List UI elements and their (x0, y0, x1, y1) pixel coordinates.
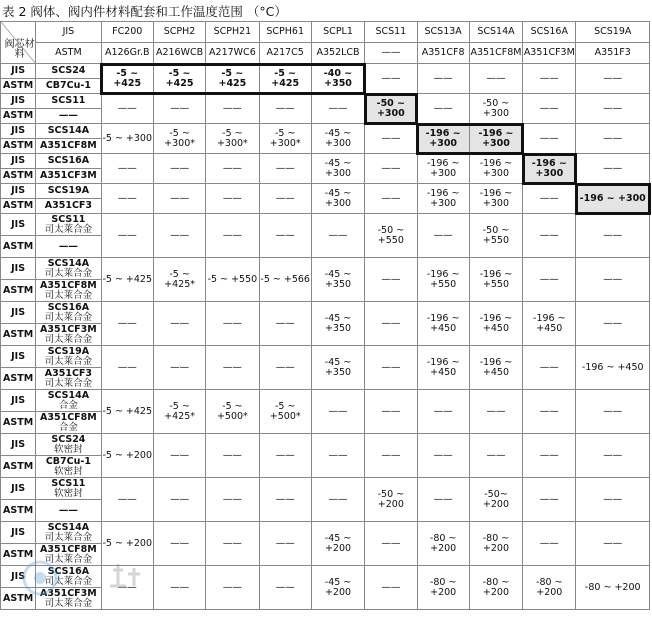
temperature-range-cell: —— (523, 64, 576, 94)
material-code: SCS14A (47, 521, 90, 533)
temperature-range-cell: —— (417, 390, 469, 434)
material-code: A351CF8M (40, 411, 97, 423)
material-code: A351CF8M (40, 279, 97, 291)
column-header-astm: A352LCB (311, 43, 364, 64)
std-label-jis: JIS (1, 434, 36, 456)
temperature-range-cell: -5 ~ +300* (153, 124, 205, 154)
material-note: 司太莱合金 (44, 531, 93, 543)
temperature-range-cell: —— (259, 214, 311, 258)
material-temperature-table (0, 21, 650, 610)
trim-astm-material (36, 324, 101, 346)
std-label-astm: ASTM (1, 368, 36, 390)
temperature-range-cell: -50 ~ +550 (469, 214, 522, 258)
temperature-range-cell: —— (365, 434, 417, 478)
temperature-range-cell: -5 ~ +425 (259, 64, 311, 94)
material-note: 司太莱合金 (44, 553, 93, 565)
temperature-range-cell: —— (259, 154, 311, 184)
material-code: —— (58, 504, 78, 516)
temperature-range-cell: -196 ~ +300 (469, 184, 522, 214)
std-label-jis: JIS (1, 214, 36, 236)
column-header-astm: A351CF8M (469, 43, 522, 64)
temperature-range-cell: —— (365, 64, 417, 94)
trim-astm-material (36, 79, 101, 94)
temperature-range-cell: —— (469, 390, 522, 434)
std-label-jis: JIS (1, 478, 36, 500)
temperature-range-cell: —— (101, 566, 153, 610)
std-label-jis: JIS (1, 390, 36, 412)
material-note: 软密封 (54, 443, 83, 455)
temperature-range-cell: -50 ~ +550 (365, 214, 417, 258)
temperature-range-cell: —— (206, 154, 259, 184)
temperature-range-cell: -80 ~ +200 (576, 566, 650, 610)
temperature-range-cell: —— (469, 64, 522, 94)
std-label-jis: JIS (1, 94, 36, 109)
temperature-range-cell: —— (523, 478, 576, 522)
column-header-jis: SCS14A (469, 22, 522, 43)
trim-astm-material (36, 412, 101, 434)
temperature-range-cell: -5 ~ +566 (259, 258, 311, 302)
material-note: 司太莱合金 (44, 223, 93, 235)
material-code: SCS16A (47, 301, 90, 313)
temperature-range-cell: —— (311, 390, 364, 434)
temperature-range-cell: -5 ~ +550 (206, 258, 259, 302)
column-header-astm: —— (365, 43, 417, 64)
trim-jis-material (36, 346, 101, 368)
temperature-range-cell: —— (101, 94, 153, 124)
column-header-jis: SCS16A (523, 22, 576, 43)
temperature-range-cell: -196 ~ +300 (523, 154, 576, 184)
material-code: A351CF3M (40, 587, 97, 599)
std-label-astm: ASTM (1, 544, 36, 566)
std-label-astm: ASTM (1, 169, 36, 184)
trim-jis-material (36, 94, 101, 109)
material-code: A351CF3 (44, 200, 93, 211)
temperature-range-cell: -196 ~ +550 (469, 258, 522, 302)
material-code: SCS14A (47, 125, 90, 136)
column-header-jis: SCS13A (417, 22, 469, 43)
temperature-range-cell: —— (153, 566, 205, 610)
material-note: 司太莱合金 (44, 289, 93, 301)
material-code: —— (58, 110, 78, 121)
trim-jis-material (36, 184, 101, 199)
temperature-range-cell: -50 ~ +200 (365, 478, 417, 522)
temperature-range-cell: -196 ~ +450 (576, 346, 650, 390)
temperature-range-cell: -5 ~ +300 (101, 124, 153, 154)
std-label-jis: JIS (1, 154, 36, 169)
std-label-astm: ASTM (1, 139, 36, 154)
temperature-range-cell: -5 ~ +200 (101, 522, 153, 566)
temperature-range-cell: -5 ~ +300* (206, 124, 259, 154)
material-code: A351CF3 (44, 367, 93, 379)
temperature-range-cell: -80 ~ +200 (417, 566, 469, 610)
column-header-jis: SCS19A (576, 22, 650, 43)
std-label-astm: ASTM (1, 79, 36, 94)
material-code: A351CF8M (40, 140, 97, 151)
material-code: CB7Cu-1 (45, 80, 91, 91)
column-header-jis: SCPH21 (206, 22, 259, 43)
temperature-range-cell: -80 ~ +200 (417, 522, 469, 566)
temperature-range-cell: —— (417, 478, 469, 522)
temperature-range-cell: —— (523, 214, 576, 258)
temperature-range-cell: —— (206, 184, 259, 214)
temperature-range-cell: -45 ~ +350 (311, 258, 364, 302)
temperature-range-cell: —— (206, 214, 259, 258)
temperature-range-cell: —— (365, 302, 417, 346)
temperature-range-cell: —— (417, 214, 469, 258)
temperature-range-cell: -40 ~ +350 (311, 64, 364, 94)
temperature-range-cell: -5 ~ +300* (259, 124, 311, 154)
material-note: 司太莱合金 (44, 377, 93, 389)
material-code: SCS19A (47, 345, 90, 357)
temperature-range-cell: -196 ~ +300 (576, 184, 650, 214)
material-code: —— (58, 240, 78, 252)
std-label-astm: ASTM (1, 109, 36, 124)
temperature-range-cell: —— (365, 154, 417, 184)
material-code: SCS14A (47, 389, 90, 401)
temperature-range-cell: —— (153, 346, 205, 390)
trim-jis-material (36, 302, 101, 324)
temperature-range-cell: —— (153, 478, 205, 522)
material-code: SCS24 (51, 433, 86, 445)
material-code: CB7Cu-1 (45, 455, 91, 467)
temperature-range-cell: -5 ~ +425* (153, 390, 205, 434)
material-note: 司太莱合金 (44, 597, 93, 609)
temperature-range-cell: —— (576, 390, 650, 434)
material-code: A351CF3M (40, 323, 97, 335)
material-code: SCS11 (51, 477, 86, 489)
std-header-astm: ASTM (36, 43, 101, 64)
std-label-astm: ASTM (1, 456, 36, 478)
temperature-range-cell: -5 ~ +500* (206, 390, 259, 434)
trim-jis-material (36, 434, 101, 456)
trim-jis-material (36, 522, 101, 544)
temperature-range-cell: —— (576, 124, 650, 154)
temperature-range-cell: —— (365, 124, 417, 154)
temperature-range-cell: —— (576, 522, 650, 566)
temperature-range-cell: —— (365, 184, 417, 214)
temperature-range-cell: —— (206, 346, 259, 390)
trim-jis-material (36, 64, 101, 79)
temperature-range-cell: —— (576, 302, 650, 346)
material-code: A351CF8M (40, 543, 97, 555)
temperature-range-cell: —— (523, 434, 576, 478)
temperature-range-cell: —— (259, 346, 311, 390)
trim-jis-material (36, 214, 101, 236)
trim-astm-material (36, 280, 101, 302)
std-label-jis: JIS (1, 566, 36, 588)
temperature-range-cell: -5 ~ +200 (101, 434, 153, 478)
material-code: SCS16A (47, 565, 90, 577)
temperature-range-cell: —— (101, 346, 153, 390)
temperature-range-cell: -196 ~ +450 (469, 302, 522, 346)
temperature-range-cell: —— (469, 434, 522, 478)
temperature-range-cell: —— (206, 94, 259, 124)
temperature-range-cell: -196 ~ +300 (417, 184, 469, 214)
temperature-range-cell: -196 ~ +300 (469, 154, 522, 184)
temperature-range-cell: —— (576, 214, 650, 258)
temperature-range-cell: -196 ~ +300 (417, 124, 469, 154)
temperature-range-cell: —— (259, 184, 311, 214)
temperature-range-cell: —— (101, 184, 153, 214)
column-header-astm: A217WC6 (206, 43, 259, 64)
temperature-range-cell: —— (259, 302, 311, 346)
material-note: 合金 (58, 421, 78, 433)
column-header-astm: A351CF3M (523, 43, 576, 64)
temperature-range-cell: —— (153, 302, 205, 346)
temperature-range-cell: -196 ~ +300 (417, 154, 469, 184)
material-note: 合金 (58, 399, 78, 411)
trim-astm-material (36, 169, 101, 184)
trim-jis-material (36, 258, 101, 280)
column-header-astm: A217C5 (259, 43, 311, 64)
temperature-range-cell: —— (153, 184, 205, 214)
temperature-range-cell: -45 ~ +350 (311, 346, 364, 390)
trim-astm-material (36, 236, 101, 258)
material-code: SCS24 (51, 65, 86, 76)
temperature-range-cell: —— (153, 522, 205, 566)
temperature-range-cell: -196 ~ +450 (417, 302, 469, 346)
temperature-range-cell: -5 ~ +425 (101, 390, 153, 434)
temperature-range-cell: —— (311, 214, 364, 258)
column-header-astm: A351F3 (576, 43, 650, 64)
corner-trim-label: 阀芯材料 (4, 39, 35, 60)
temperature-range-cell: —— (153, 94, 205, 124)
temperature-range-cell: -45 ~ +350 (311, 302, 364, 346)
temperature-range-cell: —— (523, 124, 576, 154)
column-header-jis: SCPL1 (311, 22, 364, 43)
temperature-range-cell: -80 ~ +200 (469, 522, 522, 566)
material-code: SCS11 (51, 213, 86, 225)
std-label-jis: JIS (1, 124, 36, 139)
temperature-range-cell: -5 ~ +500* (259, 390, 311, 434)
temperature-range-cell: -50 ~ +300 (469, 94, 522, 124)
temperature-range-cell: -5 ~ +425 (206, 64, 259, 94)
trim-astm-material (36, 139, 101, 154)
temperature-range-cell: -5 ~ +425 (101, 64, 153, 94)
temperature-range-cell: -45 ~ +300 (311, 154, 364, 184)
temperature-range-cell: —— (153, 214, 205, 258)
temperature-range-cell: —— (101, 214, 153, 258)
std-label-jis: JIS (1, 346, 36, 368)
temperature-range-cell: -5 ~ +425 (101, 258, 153, 302)
temperature-range-cell: -196 ~ +450 (469, 346, 522, 390)
temperature-range-cell: —— (576, 154, 650, 184)
temperature-range-cell: —— (523, 522, 576, 566)
material-code: SCS14A (47, 257, 90, 269)
temperature-range-cell: —— (153, 154, 205, 184)
temperature-range-cell: -45 ~ +300 (311, 124, 364, 154)
temperature-range-cell: —— (576, 434, 650, 478)
temperature-range-cell: —— (576, 64, 650, 94)
column-header-jis: SCPH2 (153, 22, 205, 43)
temperature-range-cell: -80 ~ +200 (469, 566, 522, 610)
temperature-range-cell: —— (523, 390, 576, 434)
temperature-range-cell: —— (417, 434, 469, 478)
temperature-range-cell: —— (576, 478, 650, 522)
column-header-astm: A351CF8 (417, 43, 469, 64)
trim-astm-material (36, 368, 101, 390)
temperature-range-cell: —— (311, 94, 364, 124)
temperature-range-cell: —— (523, 346, 576, 390)
column-header-jis: SCPH61 (259, 22, 311, 43)
temperature-range-cell: -196 ~ +450 (523, 302, 576, 346)
trim-astm-material (36, 456, 101, 478)
temperature-range-cell: —— (101, 302, 153, 346)
material-code: SCS16A (47, 155, 90, 166)
material-note: 司太莱合金 (44, 333, 93, 345)
trim-astm-material (36, 109, 101, 124)
temperature-range-cell: -80 ~ +200 (523, 566, 576, 610)
std-label-astm: ASTM (1, 412, 36, 434)
material-note: 司太莱合金 (44, 311, 93, 323)
std-label-astm: ASTM (1, 588, 36, 610)
temperature-range-cell: —— (206, 478, 259, 522)
std-label-astm: ASTM (1, 236, 36, 258)
temperature-range-cell: —— (206, 434, 259, 478)
temperature-range-cell: —— (365, 566, 417, 610)
temperature-range-cell: —— (417, 64, 469, 94)
temperature-range-cell: —— (365, 390, 417, 434)
material-note: 软密封 (54, 487, 83, 499)
column-header-astm: A126Gr.B (101, 43, 153, 64)
material-note: 司太莱合金 (44, 355, 93, 367)
temperature-range-cell: -196 ~ +300 (469, 124, 522, 154)
std-label-astm: ASTM (1, 199, 36, 214)
std-label-jis: JIS (1, 302, 36, 324)
temperature-range-cell: —— (206, 302, 259, 346)
temperature-range-cell: -5 ~ +425* (153, 258, 205, 302)
temperature-range-cell: —— (101, 478, 153, 522)
temperature-range-cell: —— (206, 566, 259, 610)
temperature-range-cell: —— (523, 258, 576, 302)
std-label-jis: JIS (1, 64, 36, 79)
temperature-range-cell: —— (417, 94, 469, 124)
trim-jis-material (36, 390, 101, 412)
material-note: 司太莱合金 (44, 267, 93, 279)
std-label-astm: ASTM (1, 500, 36, 522)
temperature-range-cell: —— (311, 434, 364, 478)
temperature-range-cell: -50 ~ +300 (365, 94, 417, 124)
column-header-jis: SCS11 (365, 22, 417, 43)
material-code: SCS11 (51, 95, 86, 106)
material-note: 软密封 (54, 465, 83, 477)
std-header-jis: JIS (36, 22, 101, 43)
temperature-range-cell: -45 ~ +200 (311, 566, 364, 610)
temperature-range-cell: —— (259, 94, 311, 124)
column-header-astm: A216WCB (153, 43, 205, 64)
temperature-range-cell: -50~ +200 (469, 478, 522, 522)
temperature-range-cell: —— (259, 434, 311, 478)
temperature-range-cell: —— (259, 566, 311, 610)
material-code: SCS19A (47, 185, 90, 196)
std-label-astm: ASTM (1, 324, 36, 346)
temperature-range-cell: -196 ~ +550 (417, 258, 469, 302)
temperature-range-cell: —— (365, 346, 417, 390)
material-code: A351CF3M (40, 170, 97, 181)
trim-jis-material (36, 124, 101, 139)
temperature-range-cell: -45 ~ +200 (311, 522, 364, 566)
std-label-jis: JIS (1, 184, 36, 199)
temperature-range-cell: -196 ~ +450 (417, 346, 469, 390)
trim-astm-material (36, 500, 101, 522)
temperature-range-cell: —— (206, 522, 259, 566)
trim-jis-material (36, 478, 101, 500)
watermark-logo (18, 552, 158, 612)
temperature-range-cell: -45 ~ +300 (311, 184, 364, 214)
std-label-astm: ASTM (1, 280, 36, 302)
temperature-range-cell: —— (311, 478, 364, 522)
table-title: 表 2 阀体、阀内件材料配套和工作温度范围 （°C） (2, 4, 287, 19)
corner-header (1, 22, 36, 64)
temperature-range-cell: -5 ~ +425 (153, 64, 205, 94)
temperature-range-cell: —— (365, 258, 417, 302)
temperature-range-cell: —— (576, 258, 650, 302)
temperature-range-cell: —— (259, 522, 311, 566)
material-note: 司太莱合金 (44, 575, 93, 587)
std-label-jis: JIS (1, 258, 36, 280)
temperature-range-cell: —— (259, 478, 311, 522)
temperature-range-cell: —— (523, 94, 576, 124)
column-header-jis: FC200 (101, 22, 153, 43)
temperature-range-cell: —— (153, 434, 205, 478)
trim-astm-material (36, 199, 101, 214)
temperature-range-cell: —— (523, 184, 576, 214)
std-label-jis: JIS (1, 522, 36, 544)
temperature-range-cell: —— (365, 522, 417, 566)
trim-jis-material (36, 154, 101, 169)
temperature-range-cell: —— (101, 154, 153, 184)
temperature-range-cell: —— (576, 94, 650, 124)
